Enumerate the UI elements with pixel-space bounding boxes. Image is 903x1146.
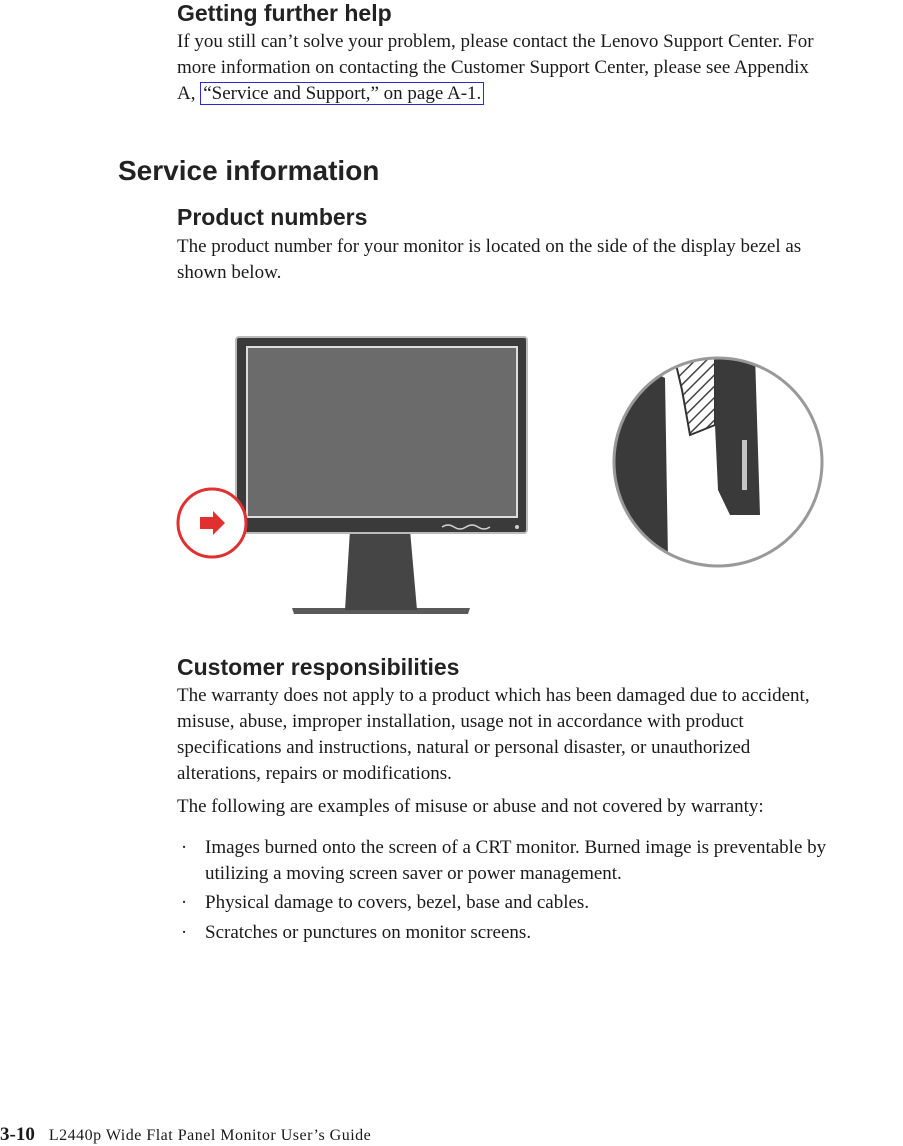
- list-item: [177, 835, 903, 887]
- bullet-text: Physical damage to covers, bezel, base and cables.: [205, 892, 590, 913]
- bezel-side-detail: [610, 350, 822, 580]
- product-numbers-line-2: shown below.: [177, 262, 282, 283]
- product-numbers-line-1: The product number for your monitor is located on the side of the display bezel as: [177, 236, 802, 257]
- list-item: [177, 890, 877, 916]
- list-item: [177, 920, 877, 946]
- monitor-illustration: [236, 337, 527, 614]
- page-footer: [0, 1124, 600, 1146]
- further-help-heading: Getting further help: [177, 0, 392, 26]
- bullet-marker: ·: [180, 922, 188, 943]
- bullet-text: [205, 835, 903, 887]
- guide-title: L2440p Wide Flat Panel Monitor User’s Guide: [48, 1127, 372, 1144]
- customer-responsibilities-heading: Customer responsibilities: [177, 654, 460, 680]
- bullet-marker: ·: [180, 837, 188, 858]
- warranty-line-2: misuse, abuse, improper installation, usage not in accordance with product: [177, 711, 744, 732]
- further-help-line-3: [177, 81, 897, 107]
- further-help-paragraph: [177, 29, 897, 107]
- service-information-heading: Service information: [118, 155, 380, 186]
- page-number: 3-10: [0, 1124, 35, 1145]
- product-numbers-paragraph: [177, 234, 897, 286]
- arrow-callout-icon: [178, 489, 246, 557]
- bullet-line: utilizing a moving screen saver or power management.: [205, 863, 622, 884]
- warranty-paragraph: [177, 683, 897, 787]
- bullet-line: Images burned onto the screen of a CRT monitor. Burned image is preventable by: [205, 837, 827, 858]
- further-help-line-1: If you still can’t solve your problem, please contact the Lenovo Support Center. For: [177, 31, 814, 52]
- warranty-line-4: alterations, repairs or modifications.: [177, 763, 452, 784]
- product-numbers-heading: Product numbers: [177, 204, 368, 230]
- bullet-text: Scratches or punctures on monitor screens.: [205, 922, 532, 943]
- warranty-line-1: The warranty does not apply to a product which has been damaged due to accident,: [177, 685, 810, 706]
- further-help-line-3-prefix: A,: [177, 83, 196, 104]
- service-and-support-link[interactable]: “Service and Support,” on page A-1.: [200, 82, 484, 105]
- further-help-line-2: more information on contacting the Customer Support Center, please see Appendix: [177, 57, 809, 78]
- monitor-figure: [170, 330, 830, 620]
- misuse-intro: The following are examples of misuse or abuse and not covered by warranty:: [177, 796, 764, 817]
- bullet-marker: ·: [180, 892, 188, 913]
- warranty-line-3: specifications and instructions, natural or personal disaster, or unauthorized: [177, 737, 751, 758]
